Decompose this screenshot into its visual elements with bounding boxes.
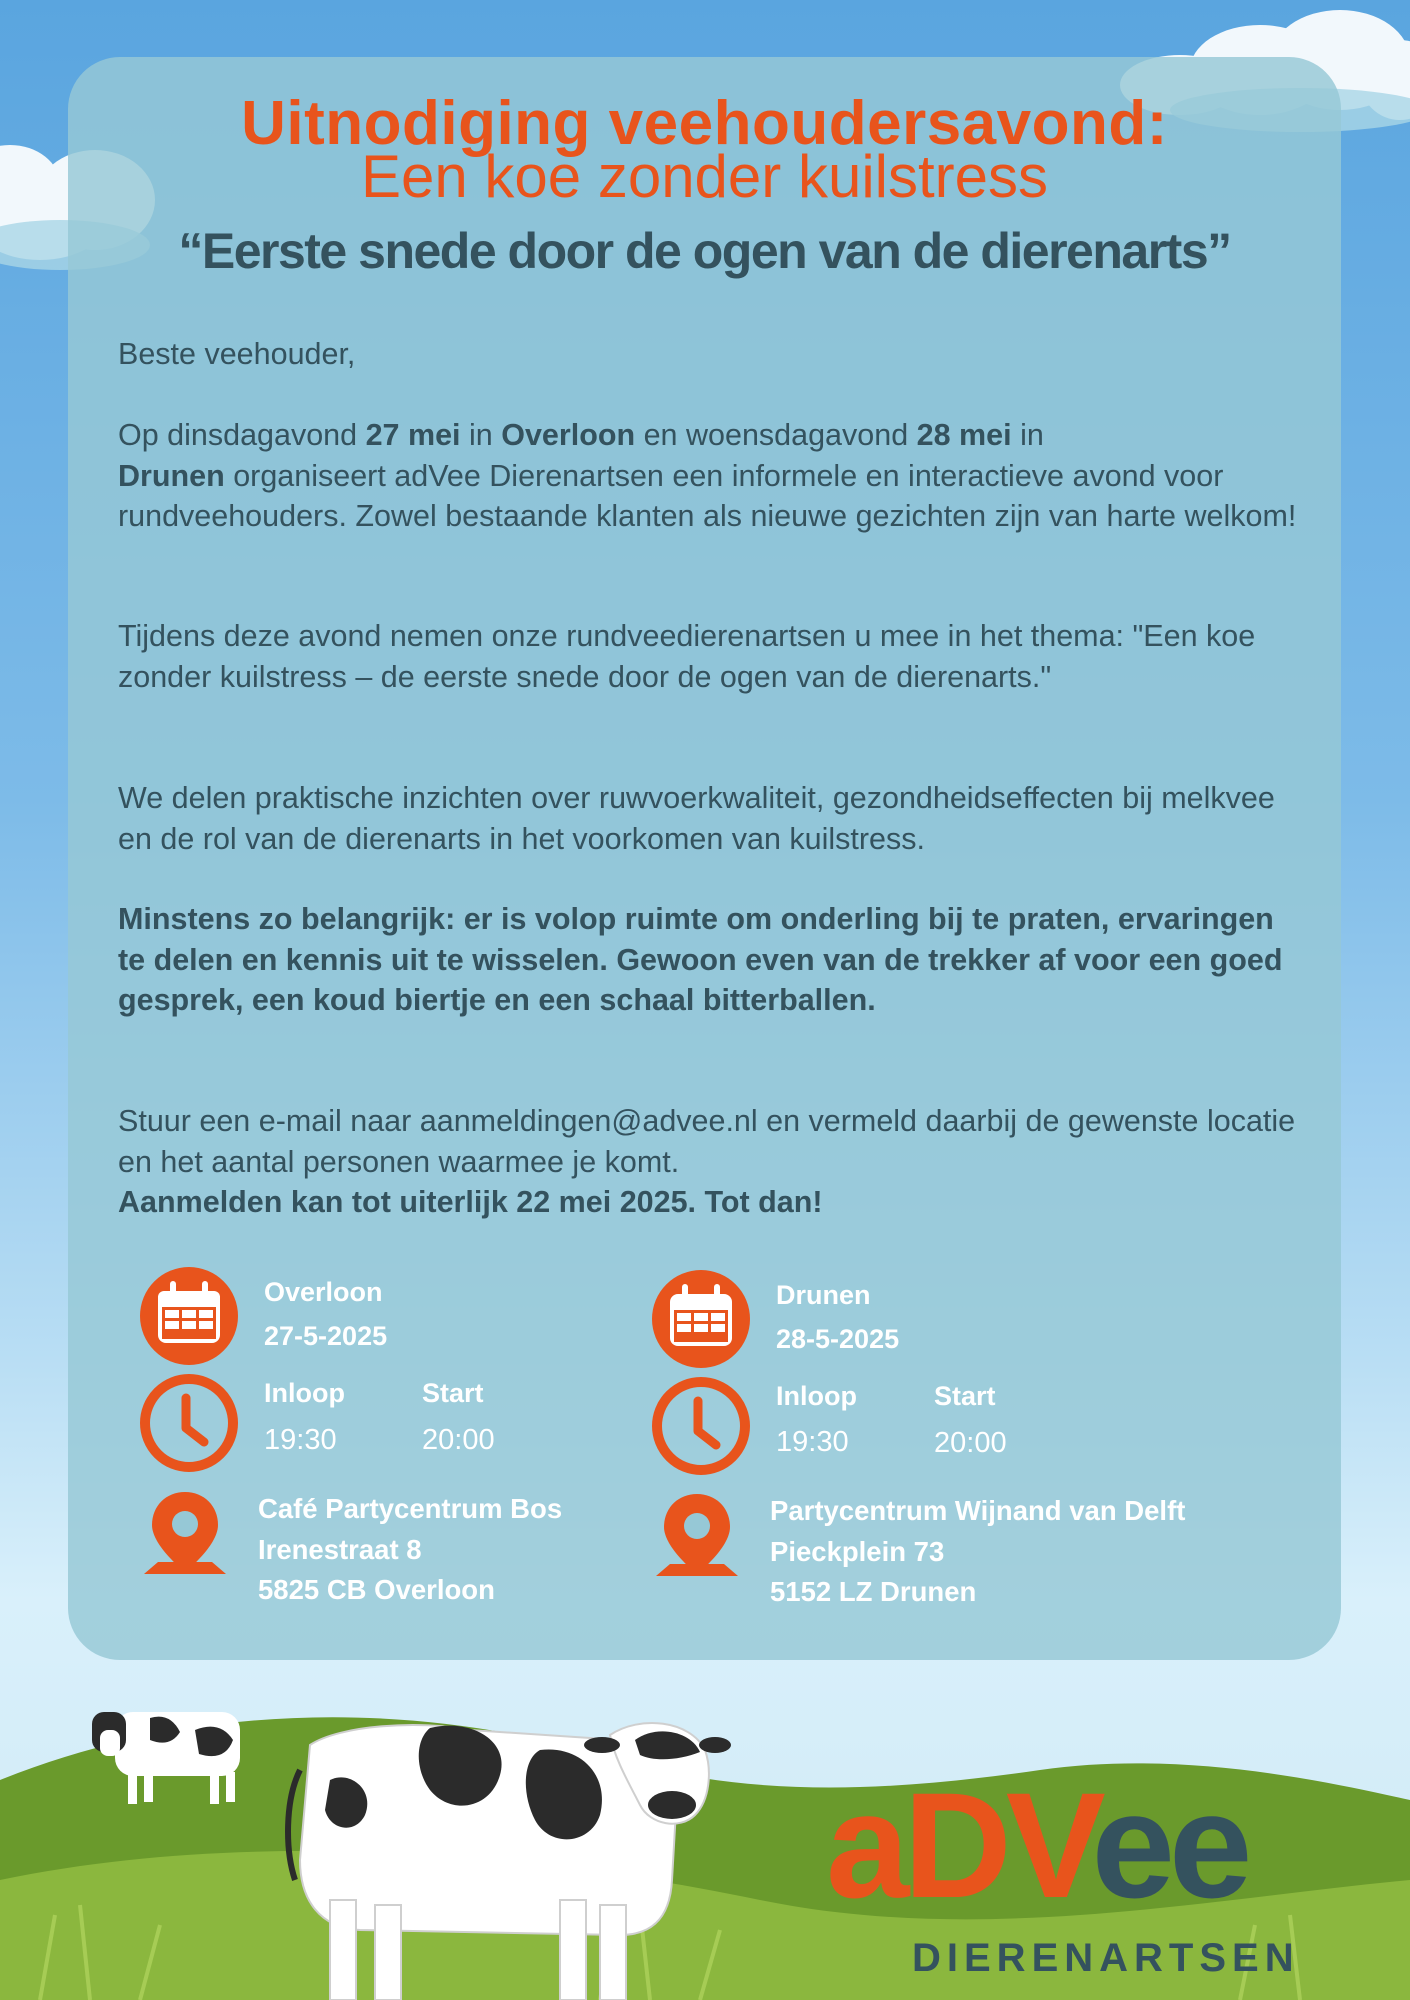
venue-postal: 5152 LZ Drunen: [770, 1576, 977, 1607]
intro-text: Op dinsdagavond: [118, 418, 366, 452]
clock-icon: [650, 1375, 752, 1477]
paragraph-theme: Tijdens deze avond nemen onze rundveedierenartsen u mee in het thema: "Een koe zonder kuilstress – de eerste snede door de ogen van de dierenarts.": [118, 619, 1256, 694]
start-time: 20:00: [422, 1424, 495, 1456]
venue-name: Café Partycentrum Bos: [258, 1493, 563, 1524]
venue-street: Irenestraat 8: [258, 1534, 422, 1565]
start-label: Start: [422, 1378, 484, 1408]
venue-postal: 5825 CB Overloon: [258, 1574, 495, 1605]
place-overloon-bold: Overloon: [501, 418, 636, 452]
page-title-line2: Een koe zonder kuilstress: [360, 143, 1048, 210]
page-subtitle: “Eerste snede door de ogen van de dierenarts”: [178, 223, 1231, 279]
date-overloon-bold: 27 mei: [365, 418, 461, 452]
inloop-label: Inloop: [776, 1381, 857, 1411]
calendar-icon: [138, 1265, 240, 1367]
paragraph-signup: [118, 1101, 1298, 1223]
greeting: Beste veehouder,: [118, 337, 356, 371]
logo-subline: DIERENARTSEN: [912, 1936, 1300, 1980]
event-place: Overloon: [264, 1277, 383, 1307]
event-place: Drunen: [776, 1280, 871, 1310]
paragraph-intro: [118, 415, 1298, 537]
location-pin-icon: [140, 1488, 230, 1584]
intro-text: in: [1011, 418, 1044, 452]
start-time: 20:00: [934, 1427, 1007, 1459]
signup-text: Stuur een e-mail naar aanmeldingen@advee.nl en vermeld daarbij de gewenste locatie en het aantal personen waarmee je komt.: [118, 1104, 1296, 1179]
page-title: Uitnodiging veehoudersavond:: [241, 89, 1168, 158]
event-date: 27-5-2025: [264, 1321, 388, 1351]
inloop-time: 19:30: [776, 1426, 849, 1458]
start-label: Start: [934, 1381, 996, 1411]
clock-icon: [138, 1372, 240, 1474]
calendar-icon: [650, 1268, 752, 1370]
logo-part-ee: ee: [1091, 1761, 1247, 1929]
logo-part-v: V: [1005, 1761, 1092, 1929]
paragraph-social: Minstens zo belangrijk: er is volop ruimte om onderling bij te praten, ervaringen te delen en kennis uit te wisselen. Gewoon even van de trekker af voor een goed gesprek, een koud biertje en een schaal bitterballen.: [118, 902, 1283, 1017]
location-pin-icon: [652, 1490, 742, 1586]
intro-text: en woensdagavond: [635, 418, 917, 452]
paragraph-insights: We delen praktische inzichten over ruwvoerkwaliteit, gezondheidseffecten bij melkvee en de rol van de dierenarts in het voorkomen van kuilstress.: [118, 781, 1275, 856]
intro-text: in: [460, 418, 502, 452]
advee-logo: [826, 1761, 1247, 1929]
date-drunen-bold: 28 mei: [916, 418, 1012, 452]
venue-street: Pieckplein 73: [770, 1536, 945, 1567]
inloop-label: Inloop: [264, 1378, 345, 1408]
intro-text: organiseert adVee Dierenartsen een informele en interactieve avond voor rundveehouders. Zowel bestaande klanten als nieuwe gezichten zijn van harte welkom!: [118, 458, 1297, 533]
place-drunen-bold: Drunen: [118, 458, 225, 493]
logo-part-ad: aD: [826, 1761, 1006, 1929]
venue-name: Partycentrum Wijnand van Delft: [770, 1495, 1186, 1526]
signup-deadline: Aanmelden kan tot uiterlijk 22 mei 2025. Tot dan!: [118, 1185, 823, 1219]
inloop-time: 19:30: [264, 1424, 337, 1456]
event-date: 28-5-2025: [776, 1324, 900, 1354]
